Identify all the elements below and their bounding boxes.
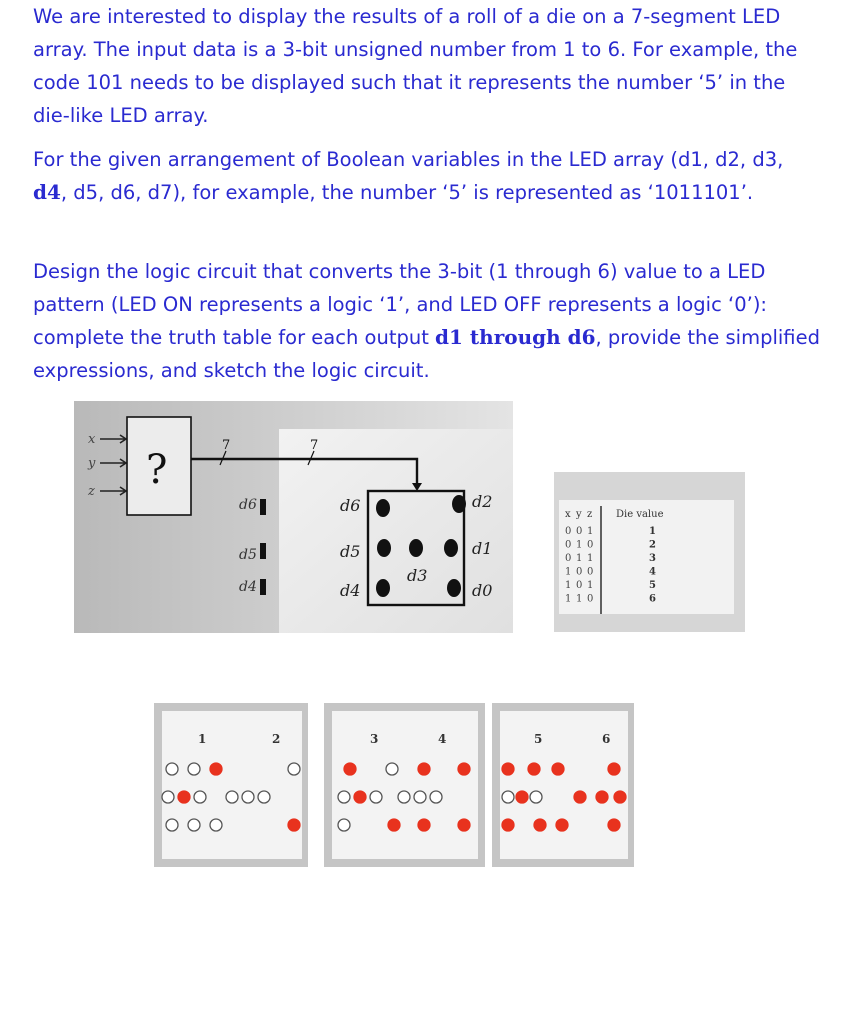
led-d0 <box>447 579 461 597</box>
led-on-dot <box>344 763 356 775</box>
led-d6 <box>376 499 390 517</box>
led-on-dot <box>388 819 400 831</box>
table-die-value: 4 <box>649 566 656 578</box>
table-cell: 0 <box>565 539 572 551</box>
left-led-cropped-1 <box>260 499 266 515</box>
led-off-dot <box>370 791 382 803</box>
table-cell: 0 <box>576 566 583 578</box>
die-number-label: 4 <box>438 732 447 746</box>
led-off-dot <box>414 791 426 803</box>
led-on-dot <box>210 763 222 775</box>
led-off-dot <box>162 791 174 803</box>
p3-text-a: Design the logic circuit that converts the 3-bit (1 through 6) value to a LED pattern (LED ON represents a logic ‘1’, and LED OFF represents a logic ‘0’): complete the truth table for each output <box>33 260 767 349</box>
die-number-label: 3 <box>370 732 379 746</box>
led-on-dot <box>502 763 514 775</box>
table-cell: 1 <box>576 539 583 551</box>
bus-width-2: 7 <box>310 438 319 453</box>
table-die-value: 2 <box>649 539 656 551</box>
header-x: x <box>565 509 571 520</box>
p2-variable-d4: d4 <box>33 180 61 204</box>
led-on-dot <box>354 791 366 803</box>
header-z: z <box>587 509 593 520</box>
die-number-label: 1 <box>198 732 207 746</box>
table-die-value: 3 <box>649 553 656 564</box>
p3-text-b: , provide the simplified expressions, and sketch the logic circuit. <box>33 326 820 382</box>
led-on-dot <box>534 819 546 831</box>
led-off-dot <box>242 791 254 803</box>
input-label-y: y <box>88 456 96 471</box>
table-cell: 1 <box>565 593 572 605</box>
led-on-dot <box>608 763 620 775</box>
table-cell: 1 <box>565 580 572 591</box>
die-number-label: 6 <box>602 732 611 746</box>
led-label-d3: d3 <box>407 566 428 585</box>
led-off-dot <box>386 763 398 775</box>
led-on-dot <box>458 763 470 775</box>
table-cell: 0 <box>576 580 583 591</box>
die-number-label: 2 <box>272 732 281 746</box>
led-off-dot <box>226 791 238 803</box>
die-value-table <box>554 472 745 632</box>
left-label-d6: d6 <box>239 497 257 513</box>
left-label-d5: d5 <box>239 547 257 563</box>
table-cell: 0 <box>587 539 594 551</box>
led-on-dot <box>418 763 430 775</box>
table-cell: 0 <box>565 526 572 537</box>
led-off-dot <box>210 819 222 831</box>
question-paragraph-1: We are interested to display the results of a roll of a die on a 7-segment LED array. The input data is a 3-bit unsigned number from 1 to 6. For example, the code 101 needs to be displayed such that it represents the number ‘5’ in the die-like LED array. <box>33 5 798 127</box>
led-off-dot <box>166 763 178 775</box>
table-cell: 0 <box>565 553 572 564</box>
led-off-dot <box>188 763 200 775</box>
table-cell: 1 <box>565 566 572 578</box>
pattern-svg-3 <box>492 703 634 867</box>
led-on-dot <box>574 791 586 803</box>
led-label-d2: d2 <box>472 492 493 511</box>
led-d1 <box>444 539 458 557</box>
table-die-value: 1 <box>649 526 656 537</box>
left-label-d4: d4 <box>239 579 257 595</box>
table-cell: 1 <box>587 553 594 564</box>
led-on-dot <box>288 819 300 831</box>
die-pattern-photo-2 <box>324 703 485 867</box>
left-led-cropped-2 <box>260 543 266 559</box>
led-on-dot <box>596 791 608 803</box>
led-off-dot <box>530 791 542 803</box>
table-cell: 0 <box>587 593 594 605</box>
led-label-d4: d4 <box>340 581 361 600</box>
die-pattern-photo-3 <box>492 703 634 867</box>
p2-text-a: For the given arrangement of Boolean variables in the LED array (d1, d2, d3, <box>33 148 784 171</box>
header-y: y <box>576 509 582 520</box>
left-led-cropped-3 <box>260 579 266 595</box>
table-cell: 0 <box>576 526 583 537</box>
led-d4 <box>376 579 390 597</box>
table-die-value: 6 <box>649 593 656 605</box>
led-label-d5: d5 <box>340 542 361 561</box>
led-off-dot <box>398 791 410 803</box>
table-cell: 1 <box>587 580 594 591</box>
header-die-value: Die value <box>616 509 664 520</box>
decoder-box-label: ? <box>146 447 168 493</box>
pattern-svg-1 <box>154 703 308 867</box>
question-paragraph-2 <box>33 143 823 209</box>
led-on-dot <box>552 763 564 775</box>
led-on-dot <box>556 819 568 831</box>
led-label-d1: d1 <box>472 539 493 558</box>
bus-width-1: 7 <box>222 438 231 453</box>
led-on-dot <box>418 819 430 831</box>
table-cell: 1 <box>576 593 583 605</box>
led-on-dot <box>608 819 620 831</box>
led-off-dot <box>502 791 514 803</box>
table-cell: 1 <box>576 553 583 564</box>
input-label-x: x <box>88 432 96 447</box>
led-on-dot <box>614 791 626 803</box>
led-d3 <box>409 539 423 557</box>
input-label-z: z <box>88 484 95 499</box>
led-on-dot <box>178 791 190 803</box>
die-value-table-figure <box>554 472 745 632</box>
die-pattern-photo-1 <box>154 703 308 867</box>
table-die-value: 5 <box>649 580 656 591</box>
pattern-svg-2 <box>324 703 485 867</box>
led-d5 <box>377 539 391 557</box>
led-off-dot <box>338 791 350 803</box>
led-off-dot <box>258 791 270 803</box>
led-on-dot <box>528 763 540 775</box>
led-off-dot <box>288 763 300 775</box>
p2-text-b: , d5, d6, d7), for example, the number ‘5’ is represented as ‘1011101’. <box>60 181 754 204</box>
circuit-figure <box>74 401 513 633</box>
led-on-dot <box>516 791 528 803</box>
circuit-figure-svg <box>74 401 513 633</box>
question-paragraph-3 <box>33 255 823 387</box>
led-on-dot <box>502 819 514 831</box>
led-label-d6: d6 <box>340 496 361 515</box>
led-on-dot <box>458 819 470 831</box>
p3-output-range: d1 through d6 <box>435 325 596 349</box>
table-cell: 1 <box>587 526 594 537</box>
led-d2 <box>452 495 466 513</box>
led-off-dot <box>430 791 442 803</box>
led-off-dot <box>338 819 350 831</box>
led-label-d0: d0 <box>472 581 493 600</box>
led-off-dot <box>194 791 206 803</box>
die-number-label: 5 <box>534 732 543 746</box>
led-off-dot <box>188 819 200 831</box>
table-cell: 0 <box>587 566 594 578</box>
led-off-dot <box>166 819 178 831</box>
